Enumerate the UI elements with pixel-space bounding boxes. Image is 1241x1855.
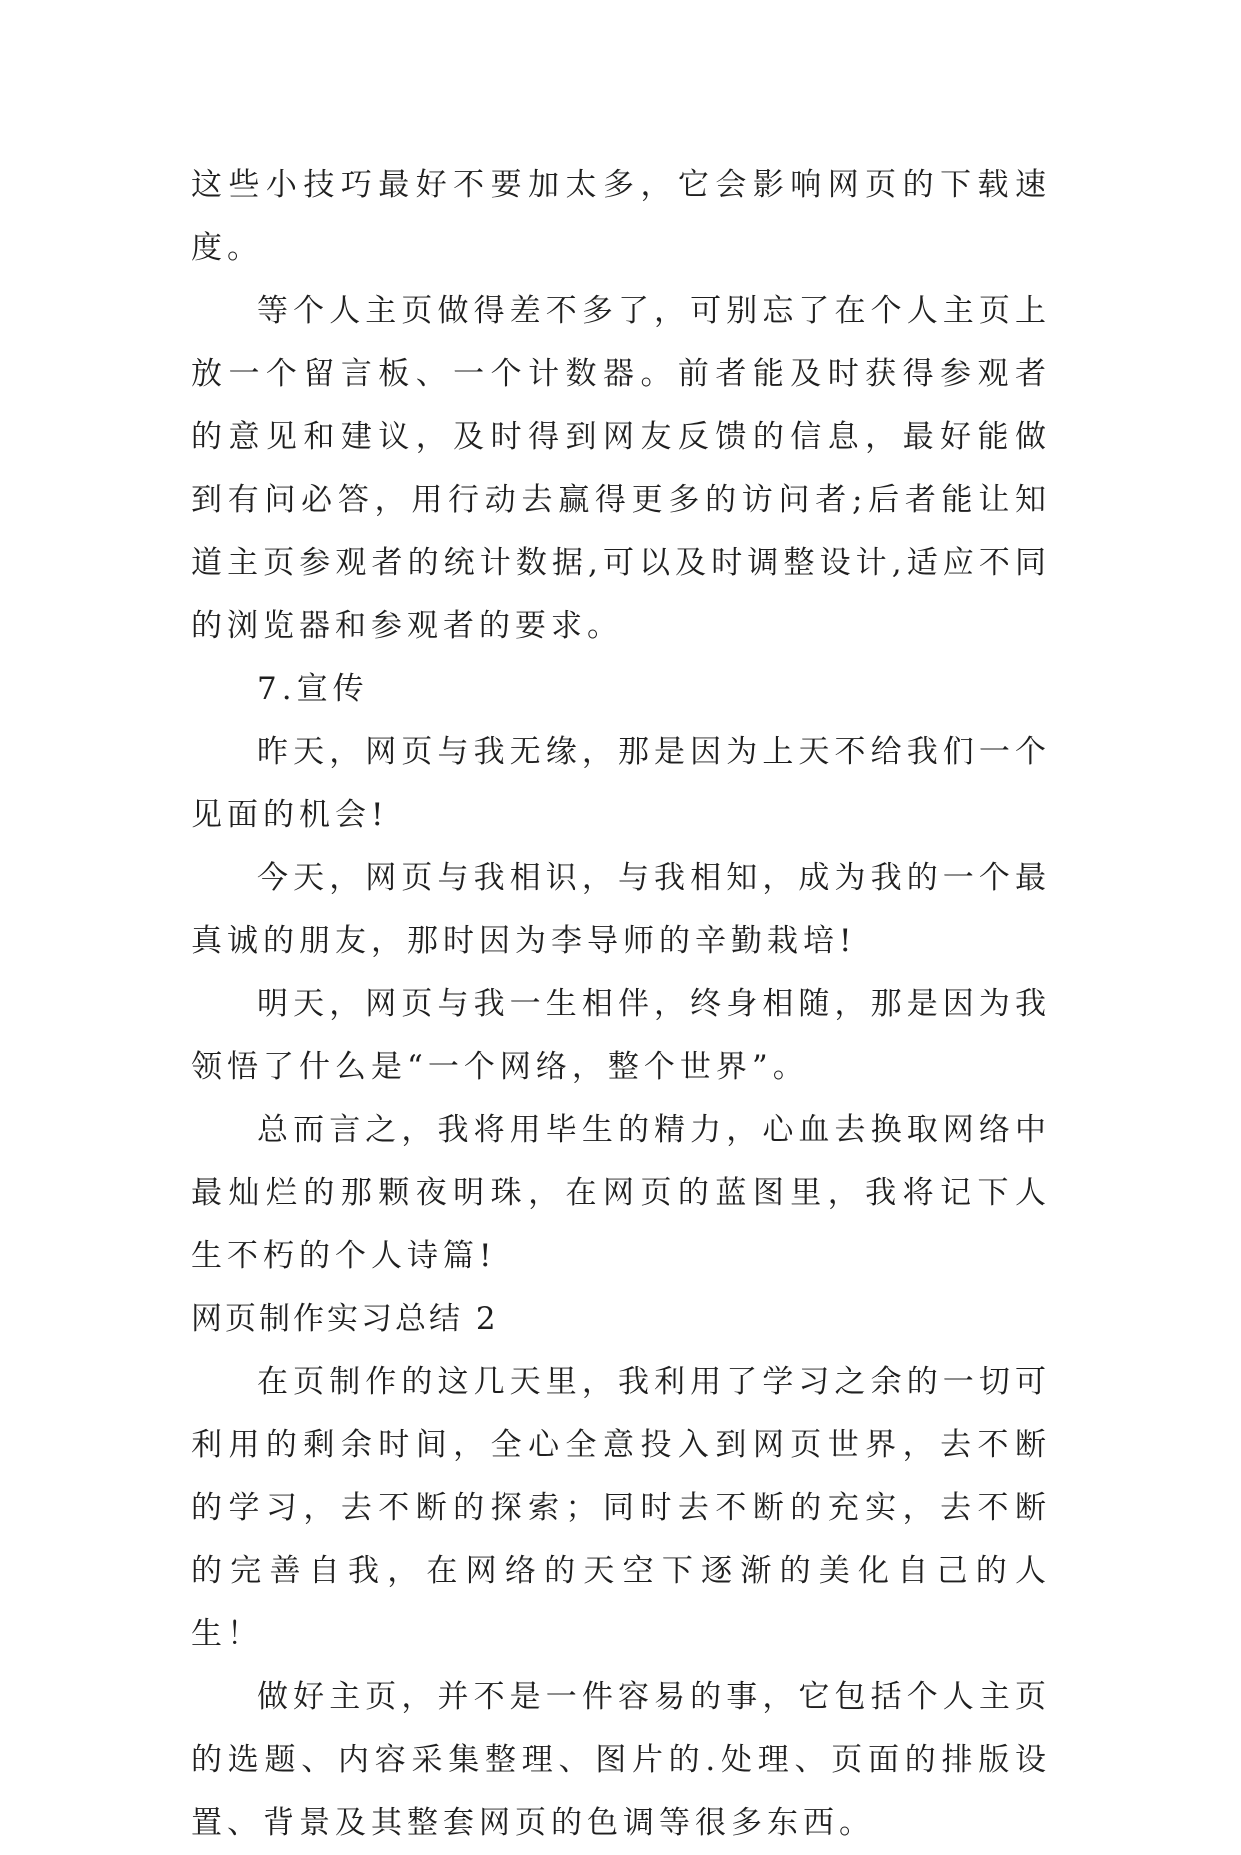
paragraph-6: 明天，网页与我一生相伴，终身相随，那是因为我领悟了什么是“一个网络，整个世界”。	[191, 986, 1051, 1085]
paragraph-7: 总而言之，我将用毕生的精力，心血去换取网络中最灿烂的那颗夜明珠，在网页的蓝图里，我将记下人生不朽的个人诗篇!	[191, 1112, 1051, 1274]
paragraph-5: 今天，网页与我相识，与我相知，成为我的一个最真诚的朋友，那时因为李导师的辛勤栽培!	[191, 860, 1051, 959]
paragraph-1: 这些小技巧最好不要加太多，它会影响网页的下载速度。	[191, 167, 1051, 266]
section-title: 网页制作实习总结 2	[191, 1301, 499, 1337]
section-paragraph-1: 在页制作的这几天里，我利用了学习之余的一切可利用的剩余时间，全心全意投入到网页世界，去不断的学习，去不断的探索；同时去不断的充实，去不断的完善自我，在网络的天空下逐渐的美化自己的人生！	[191, 1364, 1051, 1652]
paragraph-3: 7.宣传	[257, 671, 369, 707]
document-page	[191, 154, 1051, 1855]
paragraph-2: 等个人主页做得差不多了，可别忘了在个人主页上放一个留言板、一个计数器。前者能及时获得参观者的意见和建议，及时得到网友反馈的信息，最好能做到有问必答，用行动去赢得更多的访问者;后者能让知道主页参观者的统计数据,可以及时调整设计,适应不同的浏览器和参观者的要求。	[191, 293, 1051, 644]
paragraph-4: 昨天，网页与我无缘，那是因为上天不给我们一个见面的机会!	[191, 734, 1051, 833]
section-paragraph-2: 做好主页，并不是一件容易的事，它包括个人主页的选题、内容采集整理、图片的.处理、页面的排版设置、背景及其整套网页的色调等很多东西。	[191, 1679, 1051, 1841]
